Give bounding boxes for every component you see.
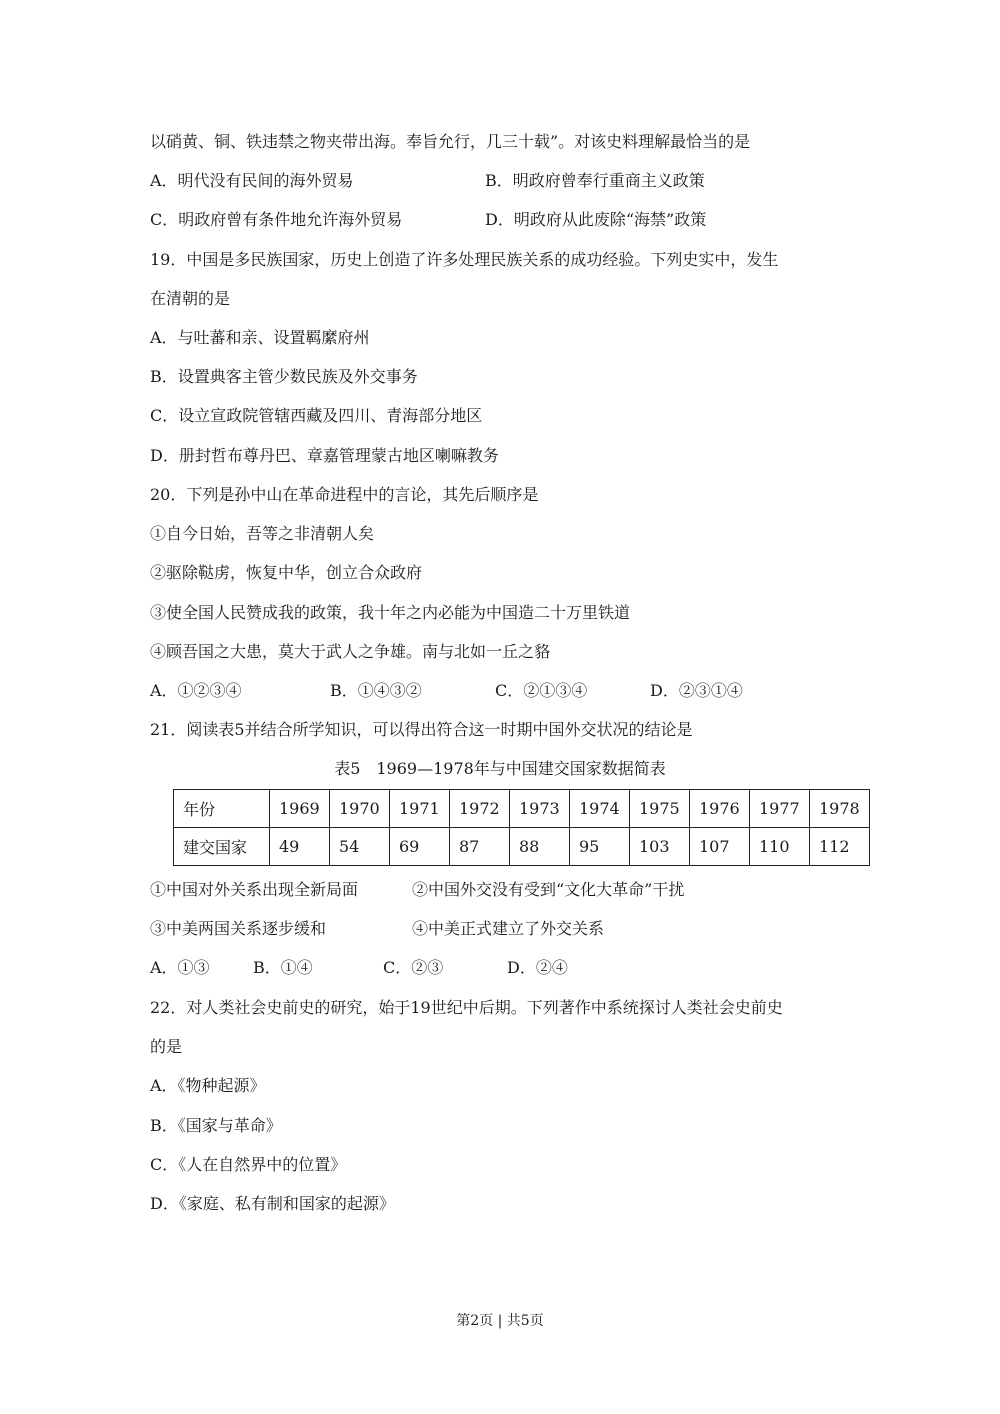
- q18-option-b: B．明政府曾奉行重商主义政策: [485, 171, 705, 190]
- q20-option-a: A．①②③④: [150, 681, 242, 700]
- diplomatic-relations-table: [173, 789, 870, 866]
- table-cell-year: 1976: [690, 790, 750, 828]
- q18-option-d: D．明政府从此废除“海禁”政策: [485, 210, 707, 229]
- q21-item-1: ①中国对外关系出现全新局面: [150, 880, 359, 899]
- table-cell-year: 1973: [510, 790, 570, 828]
- q18-option-row-2: [150, 210, 707, 230]
- table-cell-count: 107: [690, 828, 750, 866]
- q19-stem-line-2: 在清朝的是: [150, 289, 231, 308]
- q21-item-2: ②中国外交没有受到“文化大革命”干扰: [412, 880, 685, 899]
- q18-option-row-1: [150, 171, 705, 191]
- table-cell-count: 95: [570, 828, 630, 866]
- q22-option-a: A．《物种起源》: [150, 1076, 266, 1095]
- q19-option-b: B．设置典客主管少数民族及外交事务: [150, 367, 418, 386]
- q20-option-d: D．②③①④: [650, 681, 743, 700]
- q20-option-b: B．①④③②: [330, 681, 422, 700]
- q22-option-b: B．《国家与革命》: [150, 1116, 282, 1135]
- q18-option-a: A．明代没有民间的海外贸易: [150, 171, 354, 190]
- table-cell-count: 103: [630, 828, 690, 866]
- q21-option-a: A．①③: [150, 958, 210, 977]
- table-cell-year: 1978: [810, 790, 870, 828]
- q22-option-d: D．《家庭、私有制和国家的起源》: [150, 1194, 395, 1213]
- q19-option-c: C．设立宣政院管辖西藏及四川、青海部分地区: [150, 406, 483, 425]
- table-caption: 表5 1969—1978年与中国建交国家数据简表: [334, 759, 666, 778]
- table-row-years: [174, 790, 870, 828]
- q20-item-4: ④顾吾国之大患，莫大于武人之争雄。南与北如一丘之貉: [150, 642, 551, 661]
- q21-option-b: B．①④: [253, 958, 313, 977]
- q21-stem: 21．阅读表5并结合所学知识，可以得出符合这一时期中国外交状况的结论是: [150, 720, 693, 739]
- q19-stem-line-1: 19．中国是多民族国家，历史上创造了许多处理民族关系的成功经验。下列史实中，发生: [150, 250, 779, 269]
- q21-item-4: ④中美正式建立了外交关系: [412, 919, 605, 938]
- table-cell-count: 110: [750, 828, 810, 866]
- table-cell-year: 1977: [750, 790, 810, 828]
- table-cell-count: 54: [330, 828, 390, 866]
- table-cell-year: 1972: [450, 790, 510, 828]
- table-cell-count: 87: [450, 828, 510, 866]
- q18-continuation-text: 以硝黄、铜、铁违禁之物夹带出海。奉旨允行，几三十载”。对该史料理解最恰当的是: [150, 132, 751, 151]
- q20-option-c: C．②①③④: [495, 681, 588, 700]
- q20-stem: 20．下列是孙中山在革命进程中的言论，其先后顺序是: [150, 485, 539, 504]
- q20-item-3: ③使全国人民赞成我的政策，我十年之内必能为中国造二十万里铁道: [150, 603, 631, 622]
- q20-item-1: ①自今日始，吾等之非清朝人矣: [150, 524, 375, 543]
- table-header-count: 建交国家: [174, 828, 270, 866]
- q20-item-2: ②驱除鞑虏，恢复中华，创立合众政府: [150, 563, 423, 582]
- q21-item-3: ③中美两国关系逐步缓和: [150, 919, 327, 938]
- q21-option-d: D．②④: [507, 958, 568, 977]
- table-cell-count: 69: [390, 828, 450, 866]
- table-cell-count: 49: [270, 828, 330, 866]
- table-cell-count: 88: [510, 828, 570, 866]
- q22-stem-line-2: 的是: [150, 1037, 183, 1056]
- table-cell-count: 112: [810, 828, 870, 866]
- table-header-year: 年份: [174, 790, 270, 828]
- q22-stem-line-1: 22．对人类社会史前史的研究，始于19世纪中后期。下列著作中系统探讨人类社会史前史: [150, 998, 783, 1017]
- q22-option-c: C．《人在自然界中的位置》: [150, 1155, 347, 1174]
- table-cell-year: 1974: [570, 790, 630, 828]
- q19-option-d: D．册封哲布尊丹巴、章嘉管理蒙古地区喇嘛教务: [150, 446, 499, 465]
- table-cell-year: 1971: [390, 790, 450, 828]
- table-cell-year: 1969: [270, 790, 330, 828]
- q21-option-c: C．②③: [383, 958, 444, 977]
- table-row-counts: [174, 828, 870, 866]
- q19-option-a: A．与吐蕃和亲、设置羁縻府州: [150, 328, 370, 347]
- table-cell-year: 1975: [630, 790, 690, 828]
- table-cell-year: 1970: [330, 790, 390, 828]
- q18-option-c: C．明政府曾有条件地允许海外贸易: [150, 210, 403, 229]
- page-footer: 第2页 | 共5页: [456, 1313, 544, 1329]
